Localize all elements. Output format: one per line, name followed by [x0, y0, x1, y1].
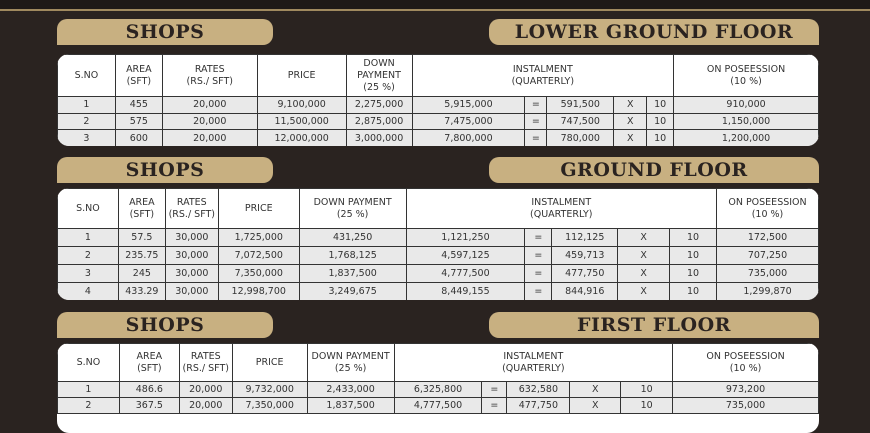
header-text-line: PRICE [287, 69, 316, 81]
section-2-price-table [57, 188, 819, 300]
header-text-line: (SFT) [137, 362, 162, 374]
header-text-line: (10 %) [751, 208, 784, 220]
header-text-line: (SFT) [129, 208, 155, 220]
cell-sno: 4 [58, 283, 119, 301]
cell-instalment-count: 10 [647, 97, 674, 114]
header-price [257, 55, 346, 97]
header-sno [58, 189, 119, 229]
header-text-line: DOWN [363, 57, 395, 69]
cell-times-sign: X [618, 283, 670, 301]
header-text-line: INSTALMENT [531, 196, 592, 208]
header-text-line: (QUARTERLY) [511, 75, 575, 87]
table-row [58, 265, 819, 283]
header-text-line: AREA [126, 63, 152, 75]
header-price [218, 189, 299, 229]
header-rates [179, 344, 232, 382]
header-instalment [412, 55, 674, 97]
cell-equals-sign: = [525, 229, 552, 247]
cell-area: 57.5 [118, 229, 165, 247]
cell-times-sign: X [614, 130, 647, 146]
header-price [232, 344, 307, 382]
header-sno [58, 344, 120, 382]
cell-on-possession: 735,000 [673, 398, 819, 414]
cell-price: 9,732,000 [232, 382, 307, 398]
header-text-line: (10 %) [729, 362, 762, 374]
cell-price: 1,725,000 [218, 229, 299, 247]
header-text-line: S.NO [76, 202, 100, 214]
cell-down-payment: 1,837,500 [307, 398, 394, 414]
cell-price: 7,072,500 [218, 247, 299, 265]
cell-on-possession: 973,200 [673, 382, 819, 398]
header-text-line: ON POSEESSION [706, 350, 785, 362]
cell-instalment-total: 7,475,000 [412, 113, 525, 130]
header-area [118, 189, 165, 229]
cell-down-payment: 2,875,000 [346, 113, 412, 130]
cell-times-sign: X [570, 382, 621, 398]
section-3-floor-banner: FIRST FLOOR [489, 312, 819, 338]
section-3-category-banner: SHOPS [57, 312, 273, 338]
cell-sno: 3 [58, 265, 119, 283]
cell-rate: 20,000 [162, 97, 257, 114]
header-down-payment [307, 344, 394, 382]
cell-down-payment: 431,250 [299, 229, 406, 247]
header-text-line: (QUARTERLY) [502, 362, 565, 374]
cell-times-sign: X [570, 398, 621, 414]
header-on-possession [717, 189, 819, 229]
section-1-floor-banner: LOWER GROUND FLOOR [489, 19, 819, 45]
section-1-table-card [57, 54, 819, 146]
cell-rate: 30,000 [165, 283, 218, 301]
header-text-line: (25 %) [363, 81, 395, 93]
cell-price: 9,100,000 [257, 97, 346, 114]
table-row [58, 229, 819, 247]
cell-on-possession: 707,250 [717, 247, 819, 265]
cell-equals-sign: = [525, 265, 552, 283]
cell-area: 235.75 [118, 247, 165, 265]
cell-sno: 2 [58, 247, 119, 265]
cell-rate: 20,000 [162, 130, 257, 146]
table-row [58, 283, 819, 301]
cell-instalment-amount: 477,750 [552, 265, 618, 283]
table-row [58, 97, 819, 114]
header-text-line: (25 %) [336, 208, 369, 220]
cell-instalment-count: 10 [647, 113, 674, 130]
header-text-line: ON POSEESSION [728, 196, 807, 208]
cell-sno: 2 [58, 398, 120, 414]
cell-rate: 20,000 [179, 382, 232, 398]
cell-sno: 1 [58, 229, 119, 247]
header-on-possession [674, 55, 819, 97]
header-area [115, 55, 162, 97]
header-text-line: (25 %) [334, 362, 367, 374]
cell-equals-sign: = [525, 113, 547, 130]
header-text-line: RATES [194, 63, 225, 75]
cell-rate: 30,000 [165, 229, 218, 247]
cell-instalment-amount: 780,000 [547, 130, 614, 146]
cell-down-payment: 2,275,000 [346, 97, 412, 114]
header-text-line: (QUARTERLY) [530, 208, 593, 220]
header-area [119, 344, 179, 382]
cell-rate: 20,000 [179, 398, 232, 414]
cell-rate: 20,000 [162, 113, 257, 130]
cell-area: 367.5 [119, 398, 179, 414]
cell-instalment-count: 10 [621, 398, 673, 414]
cell-instalment-amount: 844,916 [552, 283, 618, 301]
cell-instalment-total: 8,449,155 [406, 283, 525, 301]
header-down-payment [299, 189, 406, 229]
cell-equals-sign: = [525, 97, 547, 114]
header-rates [162, 55, 257, 97]
cell-down-payment: 1,837,500 [299, 265, 406, 283]
cell-area: 600 [115, 130, 162, 146]
cell-price: 12,000,000 [257, 130, 346, 146]
cell-price: 11,500,000 [257, 113, 346, 130]
cell-on-possession: 735,000 [717, 265, 819, 283]
cell-price: 12,998,700 [218, 283, 299, 301]
cell-instalment-count: 10 [670, 229, 717, 247]
cell-equals-sign: = [525, 283, 552, 301]
header-text-line: INSTALMENT [503, 350, 564, 362]
table-row [58, 398, 819, 414]
top-border [0, 0, 870, 11]
cell-down-payment: 3,249,675 [299, 283, 406, 301]
header-text-line: ON POSEESSION [706, 63, 786, 75]
section-1-category-banner: SHOPS [57, 19, 273, 45]
header-instalment [406, 189, 716, 229]
header-instalment [394, 344, 673, 382]
cell-instalment-total: 4,597,125 [406, 247, 525, 265]
cell-instalment-total: 4,777,500 [406, 265, 525, 283]
cell-down-payment: 2,433,000 [307, 382, 394, 398]
cell-on-possession: 910,000 [674, 97, 819, 114]
cell-instalment-count: 10 [670, 265, 717, 283]
cell-instalment-total: 4,777,500 [394, 398, 482, 414]
cell-rate: 30,000 [165, 265, 218, 283]
cell-price: 7,350,000 [232, 398, 307, 414]
header-text-line: PAYMENT [357, 69, 401, 81]
cell-area: 433.29 [118, 283, 165, 301]
cell-instalment-amount: 112,125 [552, 229, 618, 247]
cell-instalment-amount: 747,500 [547, 113, 614, 130]
cell-on-possession: 1,299,870 [717, 283, 819, 301]
header-text-line: (10 %) [730, 75, 762, 87]
header-text-line: S.NO [74, 69, 99, 81]
header-text-line: (RS./ SFT) [168, 208, 216, 220]
cell-instalment-total: 5,915,000 [412, 97, 525, 114]
cell-sno: 1 [58, 97, 116, 114]
cell-sno: 3 [58, 130, 116, 146]
header-text-line: INSTALMENT [512, 63, 573, 75]
cell-instalment-amount: 591,500 [547, 97, 614, 114]
cell-area: 245 [118, 265, 165, 283]
cell-rate: 30,000 [165, 247, 218, 265]
cell-price: 7,350,000 [218, 265, 299, 283]
table-row [58, 130, 819, 146]
table-row [58, 113, 819, 130]
cell-equals-sign: = [525, 130, 547, 146]
cell-instalment-total: 7,800,000 [412, 130, 525, 146]
cell-instalment-amount: 459,713 [552, 247, 618, 265]
cell-on-possession: 1,150,000 [674, 113, 819, 130]
cell-times-sign: X [614, 97, 647, 114]
header-text-line: DOWN PAYMENT [313, 196, 392, 208]
header-text-line: RATES [176, 196, 207, 208]
cell-area: 486.6 [119, 382, 179, 398]
cell-times-sign: X [618, 265, 670, 283]
section-1-price-table [57, 54, 819, 146]
cell-instalment-count: 10 [621, 382, 673, 398]
cell-equals-sign: = [482, 398, 507, 414]
table-row [58, 382, 819, 398]
header-sno [58, 55, 116, 97]
section-3-price-table [57, 343, 819, 414]
header-text-line: AREA [129, 196, 155, 208]
cell-instalment-count: 10 [670, 247, 717, 265]
table-row [58, 247, 819, 265]
header-text-line: AREA [136, 350, 163, 362]
section-2-category-banner: SHOPS [57, 157, 273, 183]
cell-on-possession: 172,500 [717, 229, 819, 247]
header-text-line: RATES [190, 350, 221, 362]
cell-sno: 1 [58, 382, 120, 398]
header-on-possession [673, 344, 819, 382]
header-text-line: S.NO [76, 356, 101, 368]
cell-times-sign: X [618, 229, 670, 247]
section-2-floor-banner: GROUND FLOOR [489, 157, 819, 183]
header-text-line: PRICE [255, 356, 284, 368]
header-text-line: (SFT) [126, 75, 152, 87]
cell-instalment-count: 10 [670, 283, 717, 301]
cell-times-sign: X [614, 113, 647, 130]
header-text-line: (RS./ SFT) [186, 75, 233, 87]
cell-instalment-amount: 632,580 [507, 382, 570, 398]
section-2-table-card [57, 188, 819, 300]
cell-area: 455 [115, 97, 162, 114]
header-down-payment [346, 55, 412, 97]
cell-instalment-total: 1,121,250 [406, 229, 525, 247]
cell-sno: 2 [58, 113, 116, 130]
cell-instalment-amount: 477,750 [507, 398, 570, 414]
cell-instalment-total: 6,325,800 [394, 382, 482, 398]
cell-equals-sign: = [525, 247, 552, 265]
cell-equals-sign: = [482, 382, 507, 398]
cell-down-payment: 3,000,000 [346, 130, 412, 146]
cell-area: 575 [115, 113, 162, 130]
cell-instalment-count: 10 [647, 130, 674, 146]
header-text-line: PRICE [244, 202, 273, 214]
cell-on-possession: 1,200,000 [674, 130, 819, 146]
cell-times-sign: X [618, 247, 670, 265]
header-text-line: (RS./ SFT) [182, 362, 229, 374]
header-text-line: DOWN PAYMENT [311, 350, 390, 362]
header-rates [165, 189, 218, 229]
cell-down-payment: 1,768,125 [299, 247, 406, 265]
